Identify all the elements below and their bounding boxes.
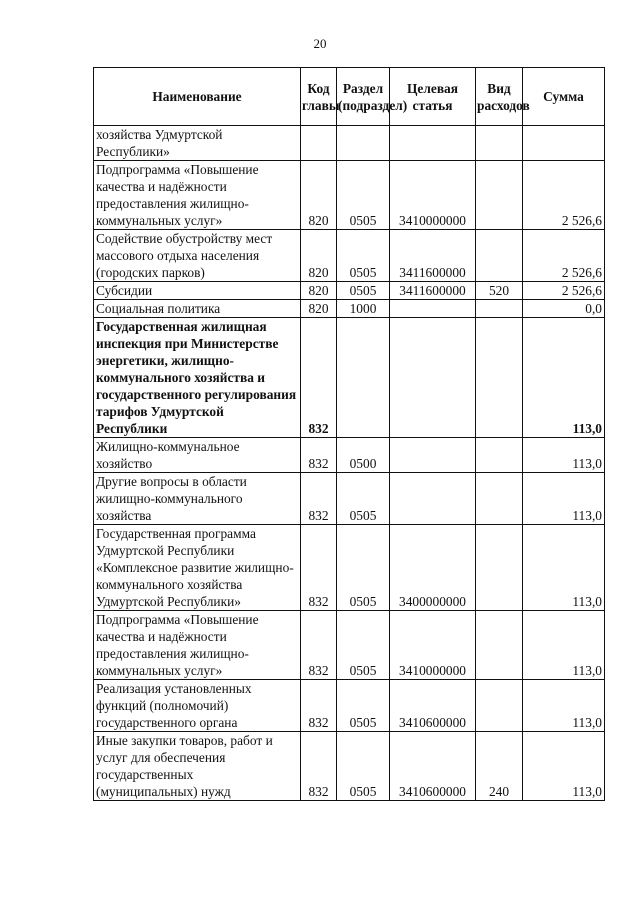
- row-target-cell: 3410600000: [390, 680, 476, 732]
- row-amount-cell: 113,0: [523, 473, 605, 525]
- row-target-cell: 3411600000: [390, 282, 476, 300]
- row-code-cell: 820: [301, 300, 337, 318]
- row-amount-cell: 113,0: [523, 525, 605, 611]
- row-amount-cell: 2 526,6: [523, 230, 605, 282]
- row-code-cell: 820: [301, 230, 337, 282]
- header-amount: Сумма: [523, 68, 605, 126]
- row-target-cell: [390, 126, 476, 161]
- row-section-cell: 0505: [337, 732, 390, 801]
- row-type-cell: [476, 438, 523, 473]
- row-name-cell: Государственная программа Удмуртской Республики «Комплексное развитие жилищно-коммунального хозяйства Удмуртской Республики»: [94, 525, 301, 611]
- row-name-cell: Иные закупки товаров, работ и услуг для обеспечения государственных (муниципальных) нужд: [94, 732, 301, 801]
- row-section-cell: [337, 318, 390, 438]
- row-name-cell: Субсидии: [94, 282, 301, 300]
- row-amount-cell: 113,0: [523, 732, 605, 801]
- budget-table: [93, 67, 605, 801]
- row-section-cell: 0505: [337, 473, 390, 525]
- row-amount-cell: 113,0: [523, 438, 605, 473]
- row-section-cell: 0500: [337, 438, 390, 473]
- row-target-cell: 3410600000: [390, 732, 476, 801]
- row-code-cell: 832: [301, 318, 337, 438]
- row-target-cell: [390, 438, 476, 473]
- row-code-cell: 820: [301, 161, 337, 230]
- row-type-cell: [476, 525, 523, 611]
- row-code-cell: 832: [301, 680, 337, 732]
- header-code: Код главы: [301, 68, 337, 126]
- row-code-cell: 832: [301, 525, 337, 611]
- row-name-cell: Подпрограмма «Повышение качества и надёжности предоставления жилищно-коммунальных услуг»: [94, 611, 301, 680]
- row-target-cell: 3411600000: [390, 230, 476, 282]
- row-code-cell: 832: [301, 732, 337, 801]
- row-amount-cell: 113,0: [523, 611, 605, 680]
- row-section-cell: 0505: [337, 525, 390, 611]
- table-row: [94, 282, 605, 300]
- page-number: 20: [313, 36, 327, 51]
- row-code-cell: 820: [301, 282, 337, 300]
- row-code-cell: 832: [301, 473, 337, 525]
- row-code-cell: 832: [301, 438, 337, 473]
- table-row: [94, 126, 605, 161]
- header-name: Наименование: [94, 68, 301, 126]
- row-name-cell: хозяйства Удмуртской Республики»: [94, 126, 301, 161]
- row-type-cell: 240: [476, 732, 523, 801]
- table-row: [94, 318, 605, 438]
- row-section-cell: 0505: [337, 611, 390, 680]
- row-name-cell: Другие вопросы в области жилищно-коммунального хозяйства: [94, 473, 301, 525]
- row-name-cell: Реализация установленных функций (полномочий) государственного органа: [94, 680, 301, 732]
- table-body: [94, 126, 605, 801]
- table-header-row: [94, 68, 605, 126]
- row-target-cell: [390, 473, 476, 525]
- row-amount-cell: 113,0: [523, 318, 605, 438]
- row-type-cell: [476, 126, 523, 161]
- row-code-cell: 832: [301, 611, 337, 680]
- row-type-cell: [476, 161, 523, 230]
- row-type-cell: [476, 680, 523, 732]
- row-code-cell: [301, 126, 337, 161]
- header-type: Вид расходов: [476, 68, 523, 126]
- header-section: Раздел (подраздел): [337, 68, 390, 126]
- row-name-cell: Жилищно-коммунальное хозяйство: [94, 438, 301, 473]
- table-row: [94, 611, 605, 680]
- row-type-cell: [476, 230, 523, 282]
- row-amount-cell: 2 526,6: [523, 282, 605, 300]
- table-row: [94, 732, 605, 801]
- table-row: [94, 161, 605, 230]
- row-target-cell: [390, 318, 476, 438]
- table-row: [94, 525, 605, 611]
- row-section-cell: 0505: [337, 282, 390, 300]
- row-type-cell: [476, 318, 523, 438]
- table-row: [94, 438, 605, 473]
- row-section-cell: 1000: [337, 300, 390, 318]
- row-name-cell: Содействие обустройству мест массового отдыха населения (городских парков): [94, 230, 301, 282]
- row-amount-cell: [523, 126, 605, 161]
- header-target: Целевая статья: [390, 68, 476, 126]
- row-section-cell: 0505: [337, 680, 390, 732]
- row-type-cell: [476, 473, 523, 525]
- table-row: [94, 473, 605, 525]
- row-section-cell: 0505: [337, 161, 390, 230]
- row-section-cell: [337, 126, 390, 161]
- row-name-cell: Подпрограмма «Повышение качества и надёжности предоставления жилищно-коммунальных услуг»: [94, 161, 301, 230]
- table-row: [94, 230, 605, 282]
- row-target-cell: 3410000000: [390, 161, 476, 230]
- row-amount-cell: 0,0: [523, 300, 605, 318]
- table-row: [94, 300, 605, 318]
- row-amount-cell: 113,0: [523, 680, 605, 732]
- row-target-cell: 3400000000: [390, 525, 476, 611]
- row-type-cell: [476, 611, 523, 680]
- row-type-cell: 520: [476, 282, 523, 300]
- table-row: [94, 680, 605, 732]
- row-section-cell: 0505: [337, 230, 390, 282]
- row-target-cell: [390, 300, 476, 318]
- row-target-cell: 3410000000: [390, 611, 476, 680]
- row-amount-cell: 2 526,6: [523, 161, 605, 230]
- row-name-cell: Социальная политика: [94, 300, 301, 318]
- row-type-cell: [476, 300, 523, 318]
- row-name-cell: Государственная жилищная инспекция при Министерстве энергетики, жилищно-коммунального хозяйства и государственного регулирования тарифов Удмуртской Республики: [94, 318, 301, 438]
